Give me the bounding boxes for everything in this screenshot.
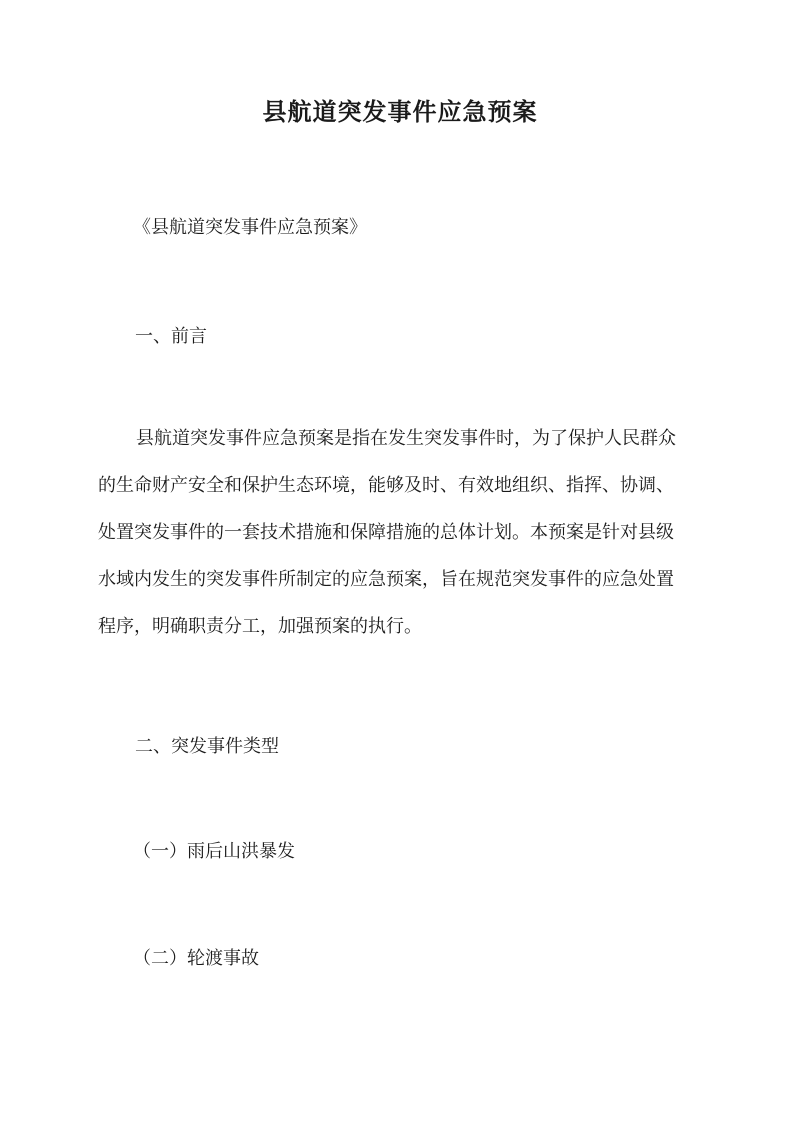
paragraph-line: 程序，明确职责分工，加强预案的执行。: [98, 616, 422, 637]
list-item: （一）雨后山洪暴发: [133, 841, 295, 862]
document-title: 县航道突发事件应急预案: [262, 97, 538, 126]
document-subtitle: 《县航道突发事件应急预案》: [133, 217, 367, 238]
section-heading-preface: 一、前言: [135, 326, 207, 347]
paragraph-line: 水域内发生的突发事件所制定的应急预案，旨在规范突发事件的应急处置: [98, 569, 674, 590]
section-heading-event-types: 二、突发事件类型: [135, 736, 279, 757]
paragraph-line: 处置突发事件的一套技术措施和保障措施的总体计划。本预案是针对县级: [98, 522, 674, 543]
paragraph-line: 的生命财产安全和保护生态环境，能够及时、有效地组织、指挥、协调、: [98, 475, 674, 496]
preface-paragraph: [98, 425, 708, 660]
list-item: （二）轮渡事故: [133, 948, 259, 969]
paragraph-line: 县航道突发事件应急预案是指在发生突发事件时，为了保护人民群众: [136, 428, 676, 449]
